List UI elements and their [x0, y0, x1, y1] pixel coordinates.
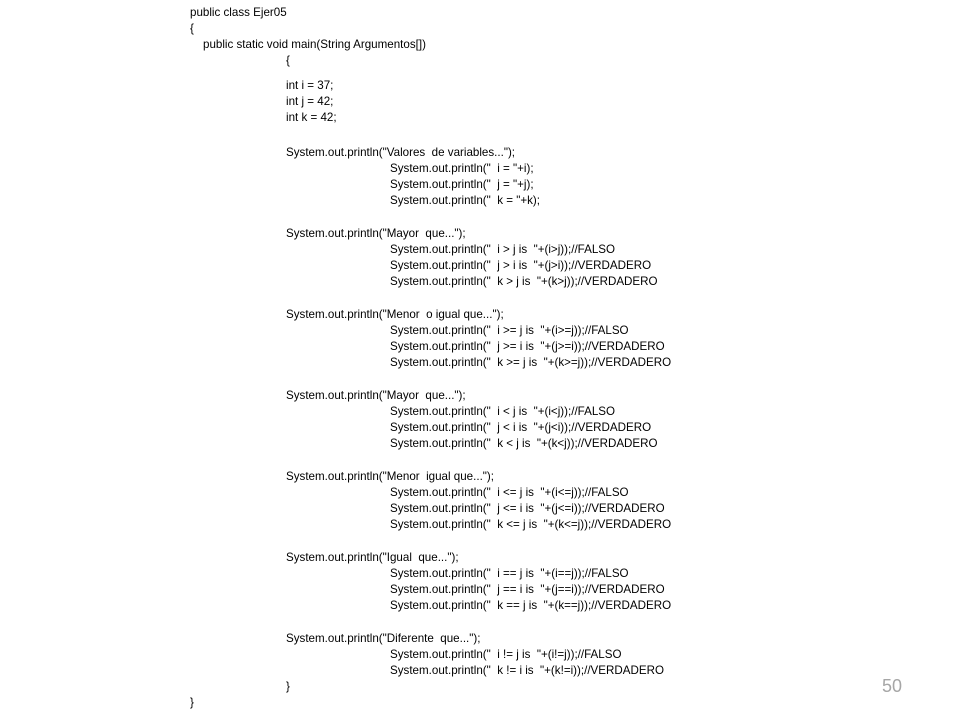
- code-line: System.out.println(" i <= j is "+(i<=j));//FALSO: [390, 486, 629, 499]
- code-line: int k = 42;: [286, 111, 337, 124]
- code-line: System.out.println(" j = "+j);: [390, 178, 534, 191]
- code-line: System.out.println(" k == j is "+(k==j));//VERDADERO: [390, 599, 672, 612]
- code-line: System.out.println("Mayor que...");: [286, 389, 466, 402]
- code-line: System.out.println("Mayor que...");: [286, 227, 466, 240]
- code-line: System.out.println(" k != i is "+(k!=i));//VERDADERO: [390, 664, 664, 677]
- code-line: System.out.println(" j > i is "+(j>i));//VERDADERO: [390, 259, 652, 272]
- code-line: System.out.println(" i > j is "+(i>j));//FALSO: [390, 243, 616, 256]
- code-line: System.out.println(" j == i is "+(j==i));//VERDADERO: [390, 583, 665, 596]
- code-line: System.out.println(" k = "+k);: [390, 194, 540, 207]
- code-line: System.out.println("Igual que...");: [286, 551, 459, 564]
- code-line: System.out.println(" j >= i is "+(j>=i));//VERDADERO: [390, 340, 665, 353]
- code-line: int j = 42;: [286, 95, 334, 108]
- code-line: public class Ejer05: [190, 6, 287, 19]
- code-line: System.out.println(" j < i is "+(j<i));//VERDADERO: [390, 421, 652, 434]
- code-line: System.out.println(" k < j is "+(k<j));//VERDADERO: [390, 437, 658, 450]
- code-line: {: [190, 22, 194, 35]
- page-number: 50: [882, 676, 903, 696]
- code-line: System.out.println("Menor o igual que...");: [286, 308, 504, 321]
- code-line: System.out.println(" k > j is "+(k>j));//VERDADERO: [390, 275, 658, 288]
- code-line: System.out.println(" i >= j is "+(i>=j));//FALSO: [390, 324, 629, 337]
- code-line: System.out.println("Valores de variables...");: [286, 146, 516, 159]
- code-line: }: [190, 696, 194, 709]
- code-line: System.out.println("Diferente que...");: [286, 632, 481, 645]
- code-line: public static void main(String Argumentos[]): [203, 38, 426, 51]
- code-line: System.out.println(" i < j is "+(i<j));//FALSO: [390, 405, 616, 418]
- code-line: int i = 37;: [286, 79, 334, 92]
- code-line: }: [286, 680, 290, 693]
- code-line: System.out.println(" i == j is "+(i==j));//FALSO: [390, 567, 629, 580]
- code-line: System.out.println(" i != j is "+(i!=j));//FALSO: [390, 648, 622, 661]
- code-line: {: [286, 54, 290, 67]
- code-line: System.out.println(" k >= j is "+(k>=j));//VERDADERO: [390, 356, 672, 369]
- code-line: System.out.println(" i = "+i);: [390, 162, 534, 175]
- code-line: System.out.println("Menor igual que...");: [286, 470, 494, 483]
- code-line: System.out.println(" k <= j is "+(k<=j));//VERDADERO: [390, 518, 672, 531]
- code-line: System.out.println(" j <= i is "+(j<=i));//VERDADERO: [390, 502, 665, 515]
